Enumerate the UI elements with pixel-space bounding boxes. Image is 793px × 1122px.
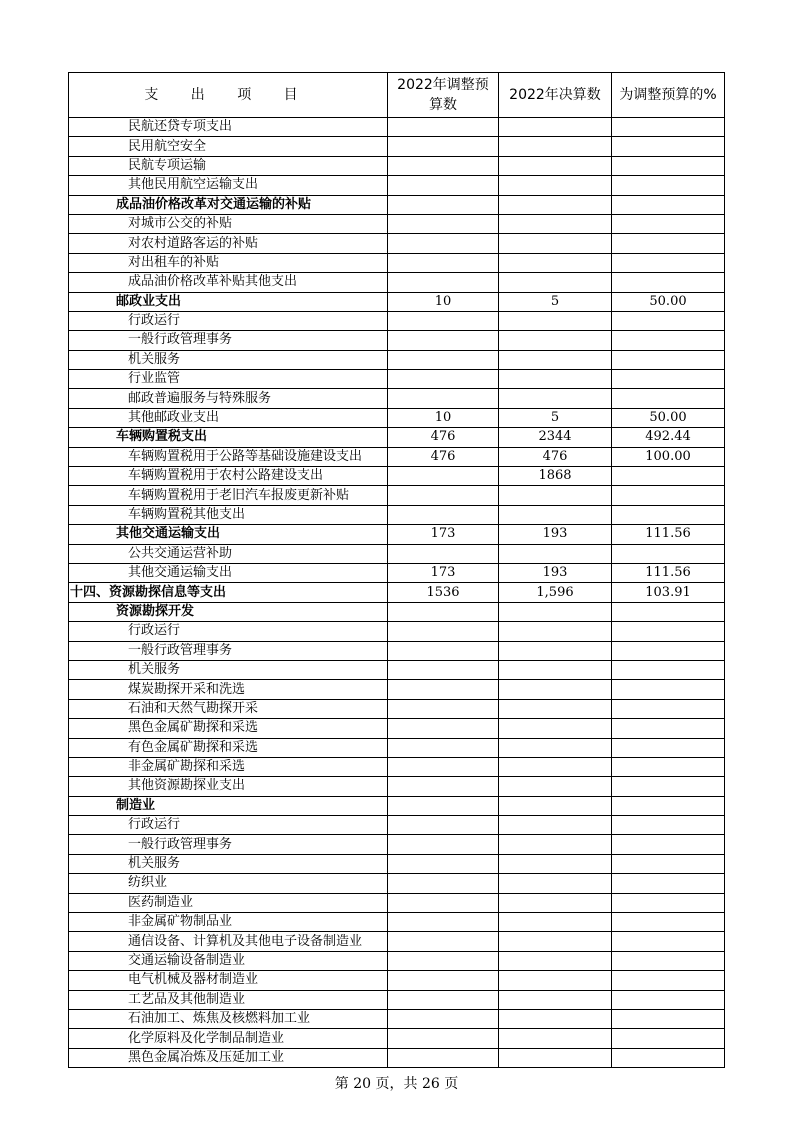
row-percentage <box>612 253 725 272</box>
row-adjusted-budget: 173 <box>388 525 499 544</box>
row-item-name: 对出租车的补贴 <box>69 253 388 272</box>
row-item-name: 行业监管 <box>69 370 388 389</box>
row-final-accounts: 193 <box>499 525 612 544</box>
row-final-accounts <box>499 195 612 214</box>
table-row <box>69 350 725 369</box>
row-final-accounts <box>499 971 612 990</box>
table-row <box>69 447 725 466</box>
row-item-name: 黑色金属矿勘探和采选 <box>69 719 388 738</box>
row-item-name: 行政运行 <box>69 816 388 835</box>
row-item-name: 其他民用航空运输支出 <box>69 176 388 195</box>
table-row <box>69 1009 725 1028</box>
row-adjusted-budget <box>388 874 499 893</box>
row-percentage: 103.91 <box>612 583 725 602</box>
row-adjusted-budget <box>388 854 499 873</box>
table-row <box>69 544 725 563</box>
row-item-name: 非金属矿物制品业 <box>69 913 388 932</box>
row-percentage <box>612 757 725 776</box>
table-row <box>69 854 725 873</box>
row-percentage <box>612 234 725 253</box>
row-item-name: 车辆购置税其他支出 <box>69 505 388 524</box>
table-row <box>69 370 725 389</box>
row-percentage <box>612 990 725 1009</box>
row-percentage: 50.00 <box>612 292 725 311</box>
row-final-accounts <box>499 1048 612 1067</box>
header-item: 支 出 项 目 <box>69 73 388 118</box>
row-adjusted-budget <box>388 544 499 563</box>
row-final-accounts <box>499 156 612 175</box>
row-percentage <box>612 370 725 389</box>
row-percentage <box>612 389 725 408</box>
row-final-accounts <box>499 176 612 195</box>
row-adjusted-budget <box>388 641 499 660</box>
table-row <box>69 525 725 544</box>
table-row <box>69 311 725 330</box>
table-row <box>69 796 725 815</box>
row-final-accounts <box>499 137 612 156</box>
row-final-accounts <box>499 331 612 350</box>
row-percentage: 50.00 <box>612 408 725 427</box>
row-item-name: 非金属矿勘探和采选 <box>69 757 388 776</box>
row-item-name: 对农村道路客运的补贴 <box>69 234 388 253</box>
table-row <box>69 408 725 427</box>
table-row <box>69 156 725 175</box>
row-percentage <box>612 195 725 214</box>
row-final-accounts <box>499 874 612 893</box>
row-adjusted-budget: 1536 <box>388 583 499 602</box>
row-adjusted-budget <box>388 331 499 350</box>
row-adjusted-budget <box>388 467 499 486</box>
row-final-accounts <box>499 854 612 873</box>
row-final-accounts: 5 <box>499 408 612 427</box>
row-adjusted-budget <box>388 602 499 621</box>
table-row <box>69 486 725 505</box>
row-percentage <box>612 467 725 486</box>
table-row <box>69 234 725 253</box>
row-percentage <box>612 214 725 233</box>
row-percentage <box>612 719 725 738</box>
table-row <box>69 641 725 660</box>
budget-table <box>68 72 725 1068</box>
row-percentage <box>612 486 725 505</box>
table-row <box>69 893 725 912</box>
row-final-accounts <box>499 253 612 272</box>
row-percentage <box>612 622 725 641</box>
row-adjusted-budget <box>388 118 499 137</box>
row-final-accounts <box>499 680 612 699</box>
table-row <box>69 622 725 641</box>
row-percentage: 111.56 <box>612 525 725 544</box>
row-item-name: 行政运行 <box>69 622 388 641</box>
row-adjusted-budget <box>388 350 499 369</box>
row-percentage <box>612 137 725 156</box>
row-percentage: 111.56 <box>612 563 725 582</box>
row-final-accounts <box>499 214 612 233</box>
table-row <box>69 583 725 602</box>
row-item-name: 交通运输设备制造业 <box>69 951 388 970</box>
row-adjusted-budget <box>388 699 499 718</box>
row-final-accounts <box>499 932 612 951</box>
row-final-accounts <box>499 602 612 621</box>
row-final-accounts <box>499 738 612 757</box>
row-item-name: 民航还贷专项支出 <box>69 118 388 137</box>
row-final-accounts <box>499 719 612 738</box>
row-item-name: 民航专项运输 <box>69 156 388 175</box>
table-row <box>69 699 725 718</box>
table-row <box>69 971 725 990</box>
row-percentage <box>612 602 725 621</box>
row-item-name: 制造业 <box>69 796 388 815</box>
row-final-accounts <box>499 273 612 292</box>
row-percentage <box>612 311 725 330</box>
row-percentage <box>612 641 725 660</box>
header-final-accounts: 2022年决算数 <box>499 73 612 118</box>
row-final-accounts <box>499 1009 612 1028</box>
row-item-name: 工艺品及其他制造业 <box>69 990 388 1009</box>
row-adjusted-budget <box>388 757 499 776</box>
row-adjusted-budget <box>388 971 499 990</box>
row-adjusted-budget <box>388 389 499 408</box>
row-final-accounts <box>499 350 612 369</box>
row-adjusted-budget <box>388 680 499 699</box>
row-final-accounts <box>499 486 612 505</box>
row-adjusted-budget <box>388 951 499 970</box>
table-row <box>69 563 725 582</box>
row-final-accounts <box>499 835 612 854</box>
row-adjusted-budget <box>388 273 499 292</box>
row-final-accounts <box>499 641 612 660</box>
table-row <box>69 273 725 292</box>
row-item-name: 资源勘探开发 <box>69 602 388 621</box>
table-body <box>69 118 725 1068</box>
row-item-name: 其他交通运输支出 <box>69 525 388 544</box>
row-adjusted-budget <box>388 796 499 815</box>
row-adjusted-budget <box>388 932 499 951</box>
row-adjusted-budget <box>388 1009 499 1028</box>
row-percentage <box>612 738 725 757</box>
row-percentage <box>612 835 725 854</box>
row-adjusted-budget <box>388 137 499 156</box>
row-adjusted-budget <box>388 311 499 330</box>
table-row <box>69 932 725 951</box>
row-percentage <box>612 777 725 796</box>
row-final-accounts: 476 <box>499 447 612 466</box>
row-final-accounts: 5 <box>499 292 612 311</box>
row-item-name: 煤炭勘探开采和洗选 <box>69 680 388 699</box>
row-final-accounts <box>499 505 612 524</box>
row-adjusted-budget <box>388 234 499 253</box>
table-row <box>69 602 725 621</box>
table-row <box>69 253 725 272</box>
row-adjusted-budget <box>388 1048 499 1067</box>
row-adjusted-budget: 10 <box>388 292 499 311</box>
row-final-accounts <box>499 389 612 408</box>
row-adjusted-budget <box>388 1029 499 1048</box>
table-row <box>69 176 725 195</box>
row-percentage <box>612 176 725 195</box>
row-item-name: 十四、资源勘探信息等支出 <box>69 583 388 602</box>
row-adjusted-budget <box>388 505 499 524</box>
row-final-accounts: 2344 <box>499 428 612 447</box>
row-item-name: 车辆购置税支出 <box>69 428 388 447</box>
row-percentage <box>612 932 725 951</box>
row-item-name: 车辆购置税用于农村公路建设支出 <box>69 467 388 486</box>
row-item-name: 其他邮政业支出 <box>69 408 388 427</box>
row-final-accounts <box>499 757 612 776</box>
table-row <box>69 874 725 893</box>
row-adjusted-budget: 10 <box>388 408 499 427</box>
row-final-accounts <box>499 370 612 389</box>
row-item-name: 其他交通运输支出 <box>69 563 388 582</box>
row-item-name: 机关服务 <box>69 350 388 369</box>
row-adjusted-budget <box>388 835 499 854</box>
row-final-accounts <box>499 796 612 815</box>
row-item-name: 车辆购置税用于公路等基础设施建设支出 <box>69 447 388 466</box>
table-row <box>69 1048 725 1067</box>
row-item-name: 公共交通运营补助 <box>69 544 388 563</box>
row-item-name: 有色金属矿勘探和采选 <box>69 738 388 757</box>
table-row <box>69 777 725 796</box>
row-item-name: 纺织业 <box>69 874 388 893</box>
table-row <box>69 292 725 311</box>
row-percentage <box>612 951 725 970</box>
row-final-accounts <box>499 913 612 932</box>
row-percentage <box>612 505 725 524</box>
row-percentage <box>612 156 725 175</box>
row-adjusted-budget <box>388 893 499 912</box>
row-percentage <box>612 893 725 912</box>
row-percentage <box>612 1009 725 1028</box>
row-adjusted-budget <box>388 913 499 932</box>
row-adjusted-budget <box>388 622 499 641</box>
row-item-name: 一般行政管理事务 <box>69 641 388 660</box>
table-row <box>69 680 725 699</box>
table-row <box>69 835 725 854</box>
row-item-name: 一般行政管理事务 <box>69 835 388 854</box>
row-item-name: 医药制造业 <box>69 893 388 912</box>
table-row <box>69 719 725 738</box>
row-item-name: 一般行政管理事务 <box>69 331 388 350</box>
page-number: 第 20 页，共 26 页 <box>334 1076 459 1092</box>
row-final-accounts <box>499 311 612 330</box>
row-item-name: 通信设备、计算机及其他电子设备制造业 <box>69 932 388 951</box>
table-row <box>69 118 725 137</box>
table-row <box>69 505 725 524</box>
table-row <box>69 990 725 1009</box>
row-item-name: 邮政业支出 <box>69 292 388 311</box>
row-adjusted-budget <box>388 253 499 272</box>
row-final-accounts <box>499 544 612 563</box>
row-percentage <box>612 660 725 679</box>
row-item-name: 化学原料及化学制品制造业 <box>69 1029 388 1048</box>
row-final-accounts: 1868 <box>499 467 612 486</box>
row-adjusted-budget: 173 <box>388 563 499 582</box>
row-percentage <box>612 350 725 369</box>
table-row <box>69 951 725 970</box>
row-adjusted-budget <box>388 156 499 175</box>
row-item-name: 成品油价格改革补贴其他支出 <box>69 273 388 292</box>
row-adjusted-budget <box>388 486 499 505</box>
row-adjusted-budget: 476 <box>388 447 499 466</box>
row-percentage <box>612 331 725 350</box>
table-row <box>69 1029 725 1048</box>
table-row <box>69 467 725 486</box>
table-row <box>69 214 725 233</box>
table-row <box>69 195 725 214</box>
row-adjusted-budget <box>388 660 499 679</box>
row-percentage <box>612 118 725 137</box>
row-adjusted-budget <box>388 176 499 195</box>
row-item-name: 邮政普遍服务与特殊服务 <box>69 389 388 408</box>
row-final-accounts <box>499 622 612 641</box>
row-percentage <box>612 544 725 563</box>
row-adjusted-budget <box>388 370 499 389</box>
row-final-accounts <box>499 1029 612 1048</box>
row-adjusted-budget <box>388 738 499 757</box>
row-adjusted-budget <box>388 777 499 796</box>
row-item-name: 电气机械及器材制造业 <box>69 971 388 990</box>
row-item-name: 其他资源勘探业支出 <box>69 777 388 796</box>
table-row <box>69 331 725 350</box>
row-percentage <box>612 816 725 835</box>
row-item-name: 石油和天然气勘探开采 <box>69 699 388 718</box>
table-row <box>69 738 725 757</box>
row-percentage <box>612 796 725 815</box>
row-item-name: 机关服务 <box>69 660 388 679</box>
table-row <box>69 913 725 932</box>
header-adjusted-budget: 2022年调整预算数 <box>388 73 499 118</box>
row-final-accounts <box>499 990 612 1009</box>
row-final-accounts <box>499 699 612 718</box>
row-percentage: 100.00 <box>612 447 725 466</box>
row-adjusted-budget: 476 <box>388 428 499 447</box>
row-percentage <box>612 854 725 873</box>
table-row <box>69 389 725 408</box>
row-adjusted-budget <box>388 816 499 835</box>
row-percentage <box>612 913 725 932</box>
row-adjusted-budget <box>388 214 499 233</box>
row-final-accounts <box>499 816 612 835</box>
row-final-accounts <box>499 660 612 679</box>
row-final-accounts: 1,596 <box>499 583 612 602</box>
row-final-accounts <box>499 234 612 253</box>
row-final-accounts <box>499 893 612 912</box>
row-adjusted-budget <box>388 719 499 738</box>
row-final-accounts <box>499 777 612 796</box>
row-item-name: 黑色金属冶炼及压延加工业 <box>69 1048 388 1067</box>
row-percentage <box>612 1029 725 1048</box>
row-final-accounts <box>499 951 612 970</box>
row-adjusted-budget <box>388 990 499 1009</box>
row-item-name: 成品油价格改革对交通运输的补贴 <box>69 195 388 214</box>
table-row <box>69 137 725 156</box>
row-item-name: 对城市公交的补贴 <box>69 214 388 233</box>
row-percentage <box>612 874 725 893</box>
row-item-name: 车辆购置税用于老旧汽车报废更新补贴 <box>69 486 388 505</box>
row-percentage <box>612 273 725 292</box>
table-row <box>69 757 725 776</box>
row-item-name: 行政运行 <box>69 311 388 330</box>
row-item-name: 民用航空安全 <box>69 137 388 156</box>
table-header-row <box>69 73 725 118</box>
row-final-accounts: 193 <box>499 563 612 582</box>
row-percentage: 492.44 <box>612 428 725 447</box>
row-item-name: 石油加工、炼焦及核燃料加工业 <box>69 1009 388 1028</box>
row-item-name: 机关服务 <box>69 854 388 873</box>
table-row <box>69 660 725 679</box>
row-final-accounts <box>499 118 612 137</box>
row-percentage <box>612 680 725 699</box>
table-row <box>69 816 725 835</box>
table-row <box>69 428 725 447</box>
row-adjusted-budget <box>388 195 499 214</box>
row-percentage <box>612 699 725 718</box>
header-percentage: 为调整预算的% <box>612 73 725 118</box>
row-percentage <box>612 1048 725 1067</box>
row-percentage <box>612 971 725 990</box>
